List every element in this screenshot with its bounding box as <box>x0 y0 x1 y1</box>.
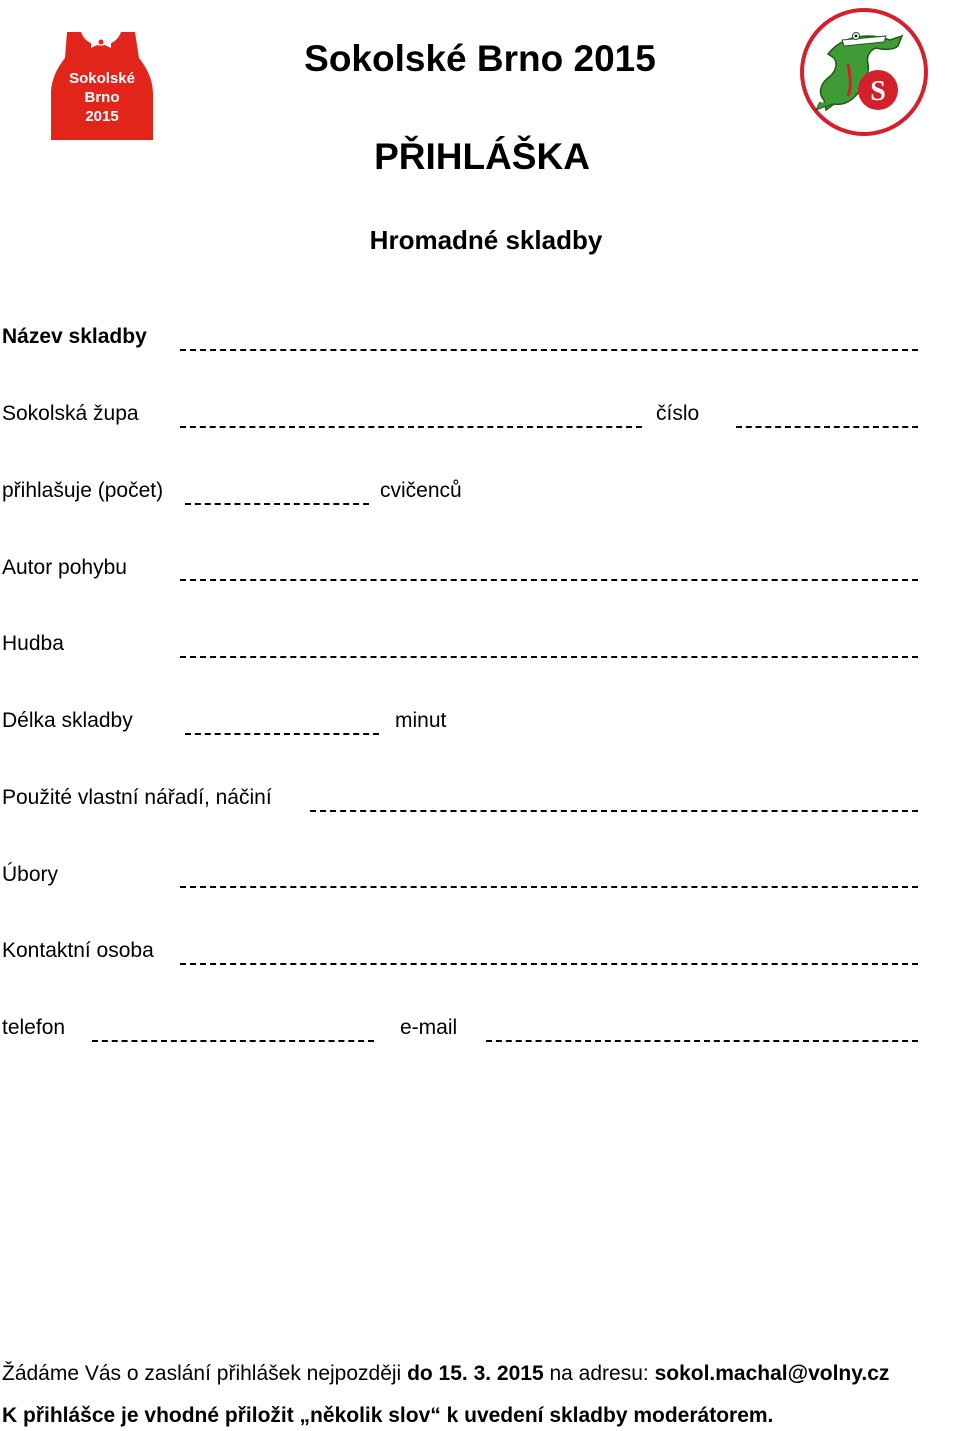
label-hudba: Hudba <box>2 632 64 655</box>
field-autor-pohybu[interactable] <box>180 579 918 581</box>
logo-text-line2: Brno <box>84 89 120 106</box>
label-prihlasuje: přihlašuje (počet) <box>2 479 164 502</box>
field-telefon[interactable] <box>92 1040 374 1042</box>
label-minut: minut <box>395 709 447 732</box>
footer-text-1: Žádáme Vás o zaslání přihlášek nejpozději <box>2 1362 408 1385</box>
event-title: Sokolské Brno 2015 <box>304 38 656 79</box>
label-kontaktni-osoba: Kontaktní osoba <box>2 939 154 962</box>
field-nazev-skladby[interactable] <box>180 349 918 351</box>
field-sokolska-zupa[interactable] <box>180 426 642 428</box>
footer-deadline: do 15. 3. 2015 <box>407 1362 544 1385</box>
label-cislo: číslo <box>656 402 700 425</box>
label-naradi: Použité vlastní nářadí, náčiní <box>2 786 272 809</box>
label-nazev-skladby: Název skladby <box>2 325 147 348</box>
footer-attachment-note: K přihlášce je vhodné přiložit „několik slov“ k uvedení skladby moderátorem. <box>2 1404 774 1427</box>
label-email: e-mail <box>400 1016 458 1039</box>
label-sokolska-zupa: Sokolská župa <box>2 402 139 425</box>
form-title: PŘIHLÁŠKA <box>374 136 590 177</box>
label-delka-skladby: Délka skladby <box>2 709 133 732</box>
field-ubory[interactable] <box>180 886 918 888</box>
logo-text-line1: Sokolské <box>69 70 135 87</box>
label-telefon: telefon <box>2 1016 66 1039</box>
field-cislo[interactable] <box>736 426 918 428</box>
field-email[interactable] <box>486 1040 918 1042</box>
logo-text-line3: 2015 <box>85 108 119 125</box>
label-ubory: Úbory <box>2 863 59 886</box>
footer-text-2: na adresu: <box>543 1362 655 1385</box>
field-pocet[interactable] <box>185 503 369 505</box>
form-subtitle: Hromadné skladby <box>369 225 603 255</box>
field-kontaktni-osoba[interactable] <box>180 963 918 965</box>
footer-email-address[interactable]: sokol.machal@volny.cz <box>654 1362 890 1385</box>
field-hudba[interactable] <box>180 656 918 658</box>
field-naradi[interactable] <box>310 810 918 812</box>
sokol-monogram-text: S <box>870 76 886 107</box>
label-autor-pohybu: Autor pohybu <box>2 556 127 579</box>
footer-deadline-note <box>2 1362 889 1386</box>
label-cvicencu: cvičenců <box>380 479 462 502</box>
field-delka-skladby[interactable] <box>185 733 379 735</box>
